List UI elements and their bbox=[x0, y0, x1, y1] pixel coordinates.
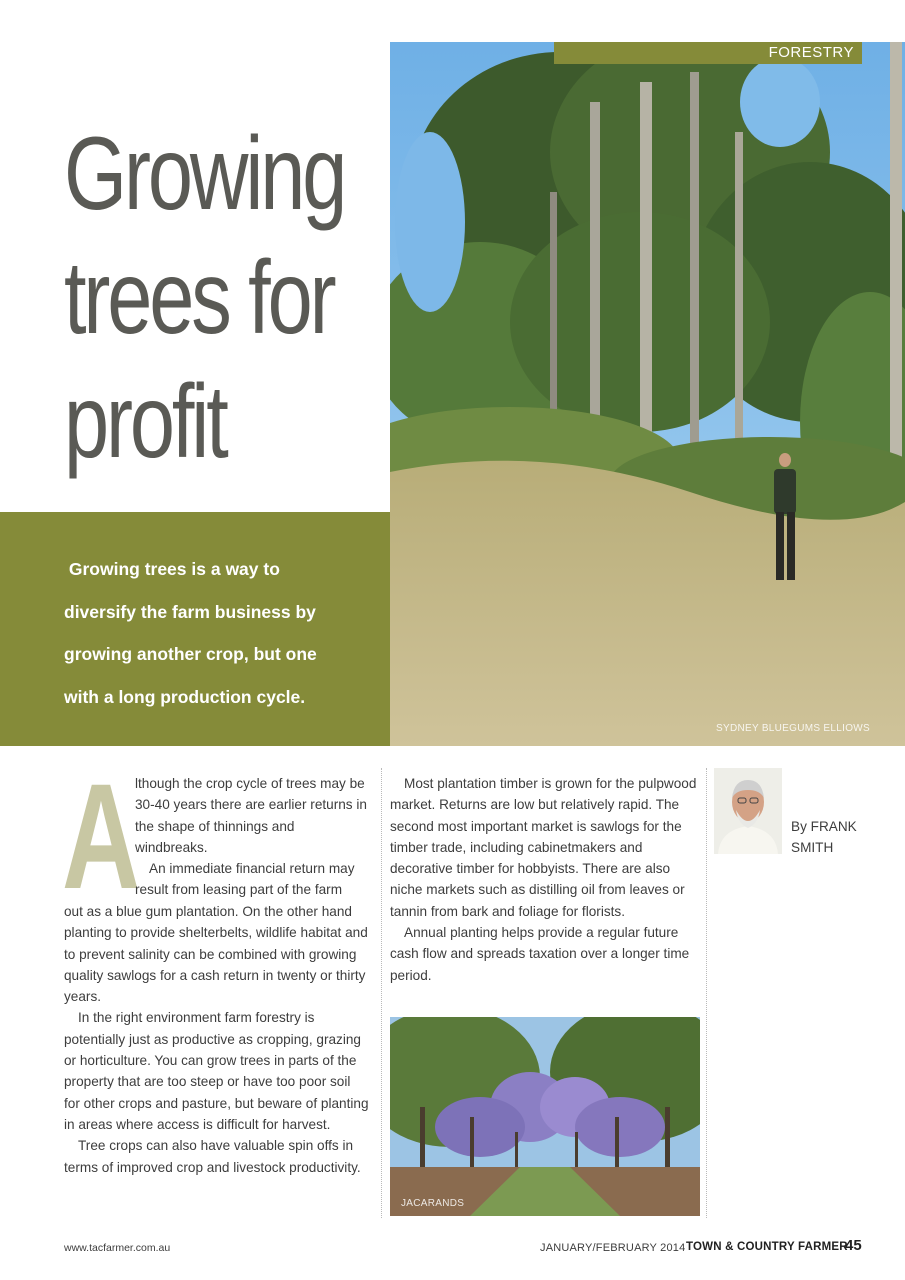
photo-caption: SYDNEY BLUEGUMS ELLIOWS bbox=[716, 723, 870, 734]
author-photo bbox=[714, 768, 782, 854]
paragraph: In the right environment farm forestry is potentially just as productive as cropping, grazing or horticulture. You can grow trees in parts of the property that are too steep or have too poor soil for other crops and pasture, but beware of planting in areas where access is difficult for harvest. bbox=[64, 1010, 369, 1132]
column-2 bbox=[390, 773, 700, 986]
paragraph: Annual planting helps provide a regular future cash flow and spreads taxation over a longer time period. bbox=[390, 925, 690, 983]
drop-cap: A bbox=[62, 752, 140, 920]
section-label: FORESTRY bbox=[768, 44, 854, 61]
column-1 bbox=[64, 901, 369, 1178]
jacaranda-photo bbox=[390, 1017, 700, 1216]
paragraph: Tree crops can also have valuable spin offs in terms of improved crop and livestock productivity. bbox=[64, 1138, 361, 1175]
standfirst-line: Growing trees is a way to bbox=[64, 559, 280, 579]
standfirst bbox=[64, 548, 374, 718]
column-divider bbox=[706, 768, 707, 1218]
footer-date: JANUARY/FEBRUARY 2014 bbox=[540, 1242, 686, 1254]
column-divider bbox=[381, 768, 382, 1218]
paragraph: An immediate financial return may result from leasing part of the farm bbox=[135, 861, 355, 898]
standfirst-line: growing another crop, but one bbox=[64, 644, 317, 664]
lead-paragraph bbox=[135, 773, 370, 858]
title-line-3: profit bbox=[64, 364, 226, 480]
photo-caption: JACARANDS bbox=[401, 1198, 465, 1209]
byline: By FRANK SMITH bbox=[791, 819, 857, 855]
standfirst-line: diversify the farm business by bbox=[64, 601, 316, 622]
paragraph: Most plantation timber is grown for the pulpwood market. Returns are low but relatively rapid. The second most important market is sawlogs for the timber trade, including cabinetmakers and decorative timber for hobbyists. There are also niche markets such as distilling oil from leaves or tannin from bark and foliage for florists. bbox=[390, 776, 697, 919]
page-number: 45 bbox=[845, 1237, 862, 1254]
article-title bbox=[64, 112, 345, 484]
title-line-1: Growing bbox=[64, 116, 345, 232]
section-banner bbox=[554, 42, 862, 64]
standfirst-line: with a long production cycle. bbox=[64, 686, 306, 707]
title-line-2: trees for bbox=[64, 240, 334, 356]
paragraph: lthough the crop cycle of trees may be 30-40 years there are earlier returns in the shape of thinnings and windbreaks. bbox=[135, 776, 367, 855]
footer-url[interactable]: www.tacfarmer.com.au bbox=[64, 1242, 171, 1254]
footer-magazine-name: TOWN & COUNTRY FARMER bbox=[686, 1241, 848, 1253]
forest-photo bbox=[390, 42, 905, 746]
paragraph: out as a blue gum plantation. On the other hand planting to provide shelterbelts, wildlife habitat and to prevent salinity can be combined with growing quality sawlogs for a cash return in twenty or thirty years. bbox=[64, 904, 368, 1005]
lead-paragraph-2 bbox=[135, 858, 370, 901]
